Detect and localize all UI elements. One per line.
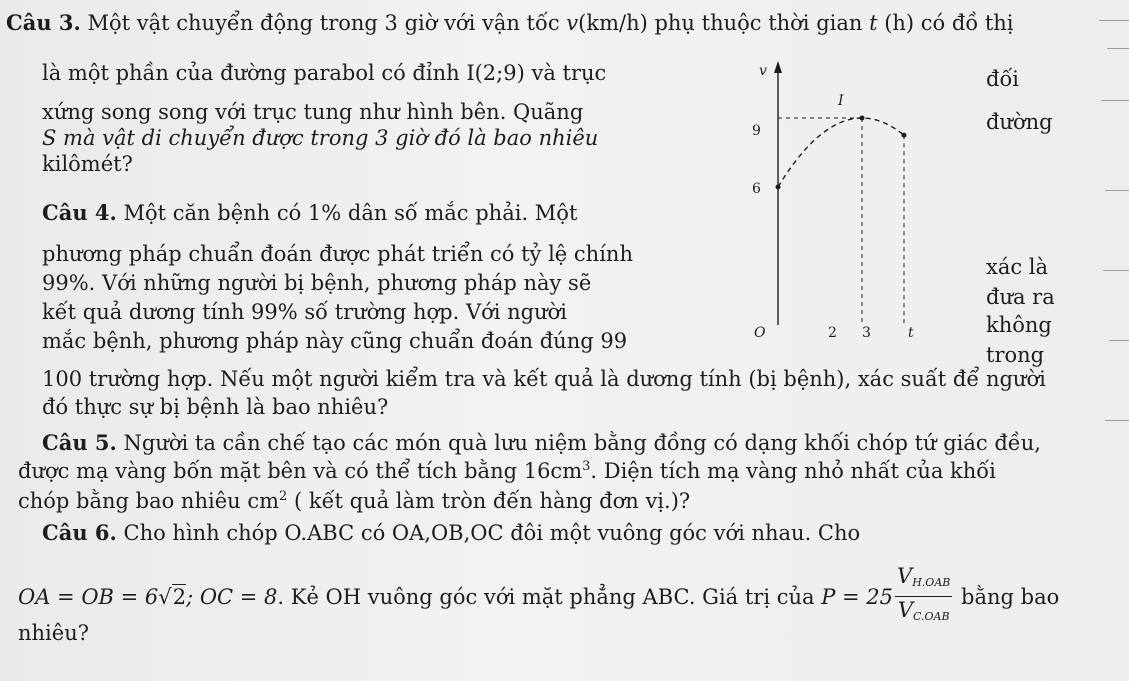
q6-sqrt-2: 2 xyxy=(172,585,187,609)
q6-volume-fraction xyxy=(895,563,952,630)
q5-line-2a: được mạ vàng bốn mặt bên và có thể tích bằng 16cm xyxy=(18,459,583,483)
q4-line-4: kết quả dương tính 99% số trường hợp. Với người xyxy=(42,300,568,324)
velocity-parabola-chart xyxy=(728,55,948,350)
q5-exp-3: 3 xyxy=(582,459,591,474)
q3-line-4: S mà vật di chuyển được trong 3 giờ đó là bao nhiêu xyxy=(42,126,599,150)
page-edge-line xyxy=(1101,100,1129,101)
q6-line-2: OA = OB = 6√2; OC = 8. Kẻ OH vuông góc với mặt phẳng ABC. Giá trị của P = 25 $\frac{V_{H.OAB}}{V_{C.OAB}}$ bằng bao xyxy=(18,565,1059,632)
page-edge-line xyxy=(1099,20,1129,21)
q6-line-1-text: Cho hình chóp O.ABC có OA,OB,OC đôi một vuông góc với nhau. Cho xyxy=(116,521,861,545)
vertex-point xyxy=(860,116,865,121)
vertex-label: I xyxy=(838,93,844,109)
q4-line-7: đó thực sự bị bệnh là bao nhiêu? xyxy=(42,395,389,419)
q4-line-3: 99%. Với những người bị bệnh, phương pháp này sẽ xyxy=(42,271,592,295)
q4-line-1-text: Một căn bệnh có 1% dân số mắc phải. Một xyxy=(116,201,578,225)
q6-line-2d: bằng bao xyxy=(954,585,1060,609)
q5-line-1-text: Người ta cần chế tạo các món quà lưu niệm bằng đồng có dạng khối chóp tứ giác đều, xyxy=(116,431,1041,455)
q6-label: Câu 6. xyxy=(42,520,117,545)
start-point xyxy=(776,185,781,190)
q3-line-1-text: Một vật chuyển động trong 3 giờ với vận tốc v(km/h) phụ thuộc thời gian t (h) có đồ thị xyxy=(80,11,1014,35)
q6-den-v: V xyxy=(897,598,913,622)
q5-line-2 xyxy=(18,458,996,484)
q5-label: Câu 5. xyxy=(42,430,117,455)
origin-label: O xyxy=(754,325,766,341)
y-axis-label: v xyxy=(759,63,767,79)
page-edge-line xyxy=(1107,48,1129,49)
q4-line-6: 100 trường hợp. Nếu một người kiểm tra và kết quả là dương tính (bị bệnh), xác suất để người xyxy=(42,367,1046,391)
q3-line-2-right: đối xyxy=(986,67,1020,91)
page-edge-line xyxy=(1105,190,1129,191)
y-axis-arrow-icon xyxy=(774,61,782,73)
q5-line-3a: chóp bằng bao nhiêu cm xyxy=(18,489,280,513)
q3-line-3-right: đường xyxy=(986,110,1053,134)
q4-line-5-right: trong xyxy=(986,343,1045,367)
y-tick-label-6: 6 xyxy=(752,181,761,197)
q5-line-3 xyxy=(18,488,690,514)
page-edge-line xyxy=(1109,340,1129,341)
q6-num-v: V xyxy=(897,564,913,588)
q6-den-sub: C.OAB xyxy=(913,610,950,623)
q6-line-3: nhiêu? xyxy=(18,621,89,645)
q5-line-2b: . Diện tích mạ vàng nhỏ nhất của khối xyxy=(590,459,996,483)
q6-line-2c: . Kẻ OH vuông góc với mặt phẳng ABC. Giá trị của xyxy=(277,585,815,609)
q4-label: Câu 4. xyxy=(42,200,117,225)
page-edge-line xyxy=(1103,270,1129,271)
x-axis-label: t xyxy=(908,325,914,341)
q5-line-3b: ( kết quả làm tròn đến hàng đơn vị.)? xyxy=(287,489,691,513)
q6-oa-ob: OA = OB = 6 xyxy=(18,585,159,609)
x-tick-label-2: 2 xyxy=(828,325,837,341)
x-tick-label-3: 3 xyxy=(862,325,871,341)
q4-line-4-right: không xyxy=(986,313,1052,337)
q4-line-2: phương pháp chuẩn đoán được phát triển có tỷ lệ chính xyxy=(42,242,633,266)
q4-line-1 xyxy=(42,200,577,226)
q3-line-2: là một phần của đường parabol có đỉnh I(2;9) và trục xyxy=(42,61,607,85)
q6-line-1 xyxy=(42,520,860,546)
q3-line-1: Câu 3. Một vật chuyển động trong 3 giờ với vận tốc v(km/h) phụ thuộc thời gian t (h) có đồ thị xyxy=(6,10,1014,35)
q5-line-1 xyxy=(42,430,1041,456)
page-edge-line xyxy=(1105,420,1129,421)
parabola-curve xyxy=(778,118,904,187)
y-tick-label-9: 9 xyxy=(752,123,761,139)
q4-line-2-right: xác là xyxy=(986,255,1049,279)
q5-exp-2: 2 xyxy=(279,489,288,504)
q3-line-3: xứng song song với trục tung như hình bên. Quãng xyxy=(42,100,584,124)
end-point xyxy=(902,133,907,138)
q6-p-lhs: P = 25 xyxy=(821,585,894,609)
q6-oc: ; OC = 8 xyxy=(186,585,278,609)
q3-line-5: kilômét? xyxy=(42,152,133,176)
q6-num-sub: H.OAB xyxy=(912,576,951,589)
q4-line-3-right: đưa ra xyxy=(986,285,1055,309)
q4-line-5: mắc bệnh, phương pháp này cũng chuẩn đoán đúng 99 xyxy=(42,329,628,353)
